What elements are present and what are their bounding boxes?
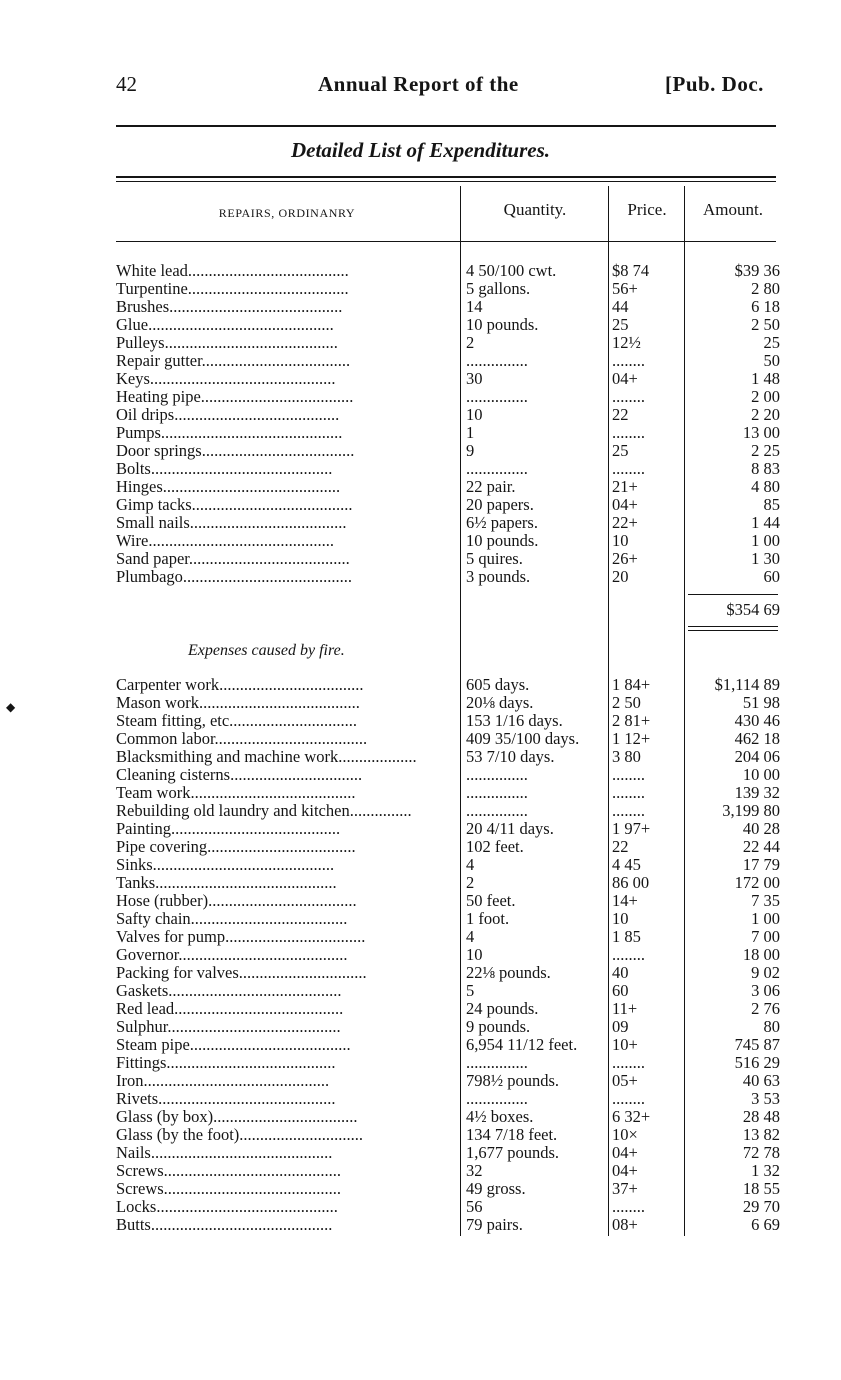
item-name: Small nails...................................... [116,514,347,532]
table-row [116,388,780,406]
price-cell: 6 32+ [612,1107,651,1126]
quantity-cell: 30 [466,369,483,388]
table-top-rule [116,176,776,178]
price-cell: 56+ [612,279,638,298]
quantity-cell: 53 7/10 days. [466,747,555,766]
table-row [116,874,780,892]
table-row [116,802,780,820]
amount-cell: 1 00 [751,909,780,928]
table-top-rule-2 [116,181,776,182]
price-cell: 86 00 [612,873,650,892]
item-name: Valves for pump.................................. [116,928,366,946]
quantity-cell: 20 4/11 days. [466,819,554,838]
price-cell: 04+ [612,369,638,388]
quantity-cell: 9 [466,441,475,460]
price-cell: ........ [612,1197,645,1216]
item-name: Team work........................................ [116,784,356,802]
table-row [116,442,780,460]
item-name: Hose (rubber).................................... [116,892,357,910]
item-name: Blacksmithing and machine work................... [116,748,417,766]
price-cell: 3 80 [612,747,641,766]
price-cell: 08+ [612,1215,638,1234]
amount-cell: 22 44 [742,837,780,856]
quantity-cell: 134 7/18 feet. [466,1125,558,1144]
item-name: Glue............................................. [116,316,334,334]
item-name: Pipe covering.................................... [116,838,356,856]
item-name: Rivets........................................... [116,1090,336,1108]
table-row [116,748,780,766]
item-name: Iron............................................. [116,1072,330,1090]
price-cell: 10 [612,531,629,550]
amount-cell: 40 28 [742,819,780,838]
table-row [116,316,780,334]
amount-cell: 1 44 [751,513,780,532]
amount-cell: 51 98 [742,693,780,712]
margin-mark: ◆ [6,700,16,714]
price-cell: 22+ [612,513,638,532]
amount-cell: 1 48 [751,369,780,388]
price-cell: ........ [612,1089,645,1108]
price-cell: 22 [612,405,629,424]
item-name: Keys............................................. [116,370,336,388]
table-row [116,262,780,280]
running-title: Annual Report of the [318,72,519,96]
quantity-cell: 56 [466,1197,483,1216]
quantity-cell: 5 gallons. [466,279,531,298]
price-cell: 1 97+ [612,819,651,838]
quantity-cell: 49 gross. [466,1179,526,1198]
amount-cell: 2 80 [751,279,780,298]
table-row [116,1018,780,1036]
amount-cell: 17 79 [742,855,780,874]
amount-cell: 18 55 [742,1179,780,1198]
table-row [116,1090,780,1108]
quantity-cell: 24 pounds. [466,999,539,1018]
price-cell: 04+ [612,495,638,514]
item-name: Bolts............................................ [116,460,333,478]
quantity-cell: ............... [466,459,528,478]
amount-cell: 1 30 [751,549,780,568]
price-cell: 4 45 [612,855,641,874]
item-name: Glass (by the foot).............................. [116,1126,364,1144]
table-row [116,766,780,784]
table-row [116,334,780,352]
price-cell: 09 [612,1017,629,1036]
amount-cell: 29 70 [742,1197,780,1216]
amount-cell: 4 80 [751,477,780,496]
amount-cell: 516 29 [734,1053,780,1072]
table-row [116,532,780,550]
amount-cell: $1,114 89 [714,675,780,694]
table-row [116,424,780,442]
item-name: Fittings......................................... [116,1054,336,1072]
page-number: 42 [116,72,137,96]
item-name: Steam pipe....................................... [116,1036,351,1054]
amount-cell: 2 25 [751,441,780,460]
item-name: Painting......................................... [116,820,341,838]
quantity-cell: 79 pairs. [466,1215,523,1234]
header-rule [116,125,776,127]
quantity-cell: 1,677 pounds. [466,1143,560,1162]
item-name: Hinges........................................... [116,478,341,496]
item-name: Gaskets.......................................... [116,982,342,1000]
price-cell: ........ [612,351,645,370]
table-row [116,568,780,586]
table-row [116,730,780,748]
quantity-cell: 6,954 11/12 feet. [466,1035,578,1054]
price-cell: 44 [612,297,629,316]
price-cell: 12½ [612,333,641,352]
amount-cell: $39 36 [734,261,780,280]
amount-cell: 3 53 [751,1089,780,1108]
price-cell: 22 [612,837,629,856]
fire-section-heading: Expenses caused by fire. [188,642,345,659]
price-cell: 21+ [612,477,638,496]
amount-cell: 6 69 [751,1215,780,1234]
amount-cell: 1 00 [751,531,780,550]
amount-cell: 2 00 [751,387,780,406]
price-cell: ........ [612,945,645,964]
amount-cell: 80 [763,1017,780,1036]
price-cell: 26+ [612,549,638,568]
table-row [116,784,780,802]
price-cell: ........ [612,765,645,784]
quantity-cell: 5 [466,981,475,1000]
quantity-cell: 605 days. [466,675,530,694]
table-row [116,514,780,532]
quantity-cell: 32 [466,1161,483,1180]
quantity-cell: 22⅛ pounds. [466,963,551,982]
quantity-cell: 6½ papers. [466,513,538,532]
table-row [116,1144,780,1162]
price-cell: 25 [612,441,629,460]
item-name: Pumps............................................ [116,424,343,442]
item-name: White lead....................................... [116,262,349,280]
table-row [116,928,780,946]
amount-cell: 9 02 [751,963,780,982]
quantity-cell: 798½ pounds. [466,1071,560,1090]
table-row [116,946,780,964]
repairs-table [116,262,780,586]
quantity-cell: 5 quires. [466,549,523,568]
quantity-cell: ............... [466,387,528,406]
price-cell: 10× [612,1125,638,1144]
quantity-cell: 2 [466,873,475,892]
header-bottom-rule [116,241,776,242]
amount-cell: 72 78 [742,1143,780,1162]
item-name: Heating pipe..................................... [116,388,354,406]
item-name: Gimp tacks....................................... [116,496,353,514]
item-name: Governor......................................... [116,946,348,964]
item-name: Locks............................................ [116,1198,338,1216]
item-name: Safty chain...................................... [116,910,348,928]
price-cell: 2 81+ [612,711,651,730]
price-cell: 1 85 [612,927,641,946]
price-cell: 20 [612,567,629,586]
price-cell: 40 [612,963,629,982]
amount-cell: 2 76 [751,999,780,1018]
item-name: Screws........................................... [116,1162,342,1180]
table-row [116,712,780,730]
table-row [116,1180,780,1198]
quantity-cell: ............... [466,1053,528,1072]
quantity-cell: ............... [466,765,528,784]
item-name: Brushes.......................................... [116,298,343,316]
quantity-cell: 20 papers. [466,495,534,514]
page-title: Detailed List of Expenditures. [291,138,550,162]
item-name: Butts............................................ [116,1216,333,1234]
quantity-cell: 102 feet. [466,837,524,856]
table-row [116,478,780,496]
section-header: REPAIRS, ORDINANRY [218,206,356,220]
amount-cell: 2 50 [751,315,780,334]
item-name: Cleaning cisterns................................ [116,766,363,784]
amount-cell: 8 83 [751,459,780,478]
amount-cell: 6 18 [751,297,780,316]
item-name: Pulleys.......................................... [116,334,338,352]
amount-cell: 7 00 [751,927,780,946]
table-row [116,460,780,478]
table-row [116,1054,780,1072]
amount-cell: 25 [763,333,780,352]
price-cell: $8 74 [612,261,650,280]
subtotal-bottom-rule [688,626,778,627]
quantity-cell: 10 pounds. [466,531,539,550]
amount-cell: 7 35 [751,891,780,910]
item-name: Sulphur.......................................... [116,1018,341,1036]
quantity-cell: 20⅛ days. [466,693,534,712]
quantity-cell: 14 [466,297,483,316]
item-name: Glass (by box)................................... [116,1108,358,1126]
table-row [116,496,780,514]
quantity-cell: ............... [466,1089,528,1108]
quantity-cell: 50 feet. [466,891,516,910]
quantity-cell: ............... [466,351,528,370]
amount-cell: 462 18 [734,729,780,748]
price-cell: 11+ [612,999,638,1018]
pub-doc-label: [Pub. Doc. [665,72,764,96]
price-cell: 37+ [612,1179,638,1198]
quantity-cell: ............... [466,783,528,802]
table-row [116,982,780,1000]
amount-cell: 18 00 [742,945,780,964]
price-cell: 1 84+ [612,675,651,694]
price-cell: 05+ [612,1071,638,1090]
item-name: Sand paper....................................... [116,550,350,568]
amount-cell: 3 06 [751,981,780,1000]
item-name: Plumbago......................................... [116,568,353,586]
repairs-subtotal: $354 69 [726,600,780,619]
table-row [116,856,780,874]
price-cell: ........ [612,387,645,406]
table-row [116,1108,780,1126]
table-row [116,1126,780,1144]
quantity-cell: 22 pair. [466,477,516,496]
table-row [116,676,780,694]
price-cell: 04+ [612,1143,638,1162]
item-name: Door springs..................................... [116,442,355,460]
price-cell: 60 [612,981,629,1000]
item-name: Mason work....................................... [116,694,360,712]
table-row [116,1036,780,1054]
amount-cell: 2 20 [751,405,780,424]
table-row [116,910,780,928]
amount-cell: 3,199 80 [722,801,780,820]
item-name: Oil drips........................................ [116,406,340,424]
amount-cell: 60 [763,567,780,586]
amount-cell: 430 46 [734,711,780,730]
quantity-cell: 4 50/100 cwt. [466,261,557,280]
quantity-cell: 1 [466,423,475,442]
item-name: Red lead......................................... [116,1000,344,1018]
table-row [116,1072,780,1090]
amount-cell: 139 32 [734,783,780,802]
item-name: Screws........................................... [116,1180,342,1198]
amount-cell: 745 87 [734,1035,780,1054]
quantity-cell: 4 [466,927,475,946]
table-row [116,1162,780,1180]
table-row [116,280,780,298]
amount-cell: 10 00 [742,765,780,784]
amount-cell: 204 06 [734,747,780,766]
subtotal-top-rule [688,594,778,595]
quantity-cell: 9 pounds. [466,1017,531,1036]
price-cell: 25 [612,315,629,334]
quantity-cell: 3 pounds. [466,567,531,586]
fire-table [116,676,780,1234]
price-cell: 10+ [612,1035,638,1054]
item-name: Steam fitting, etc............................... [116,712,358,730]
item-name: Nails............................................ [116,1144,333,1162]
quantity-cell: 2 [466,333,475,352]
amount-cell: 85 [763,495,780,514]
price-cell: 1 12+ [612,729,651,748]
quantity-cell: 4 [466,855,475,874]
price-cell: 14+ [612,891,638,910]
item-name: Common labor..................................... [116,730,368,748]
price-cell: 10 [612,909,629,928]
table-row [116,352,780,370]
amount-header: Amount. [703,200,763,219]
quantity-cell: 153 1/16 days. [466,711,563,730]
item-name: Repair gutter.................................... [116,352,351,370]
quantity-cell: 10 [466,405,483,424]
price-cell: ........ [612,783,645,802]
price-cell: ........ [612,1053,645,1072]
price-cell: ........ [612,801,645,820]
amount-cell: 28 48 [742,1107,780,1126]
item-name: Rebuilding old laundry and kitchen............... [116,802,412,820]
item-name: Turpentine....................................... [116,280,349,298]
table-row [116,820,780,838]
price-cell: ........ [612,423,645,442]
quantity-cell: 10 pounds. [466,315,539,334]
table-row [116,892,780,910]
table-row [116,838,780,856]
quantity-header: Quantity. [503,200,567,219]
table-row [116,1216,780,1234]
price-cell: 04+ [612,1161,638,1180]
amount-cell: 13 82 [742,1125,780,1144]
item-name: Tanks............................................ [116,874,337,892]
price-header: Price. [627,200,667,219]
table-row [116,550,780,568]
item-name: Packing for valves............................... [116,964,367,982]
table-row [116,694,780,712]
amount-cell: 172 00 [734,873,780,892]
subtotal-bottom-rule-2 [688,630,778,631]
table-row [116,406,780,424]
table-row [116,370,780,388]
item-name: Sinks............................................ [116,856,335,874]
table-row [116,1198,780,1216]
amount-cell: 1 32 [751,1161,780,1180]
item-name: Wire............................................. [116,532,334,550]
price-cell: ........ [612,459,645,478]
quantity-cell: 10 [466,945,483,964]
amount-cell: 50 [763,351,780,370]
table-row [116,964,780,982]
quantity-cell: 409 35/100 days. [466,729,580,748]
table-row [116,1000,780,1018]
table-row [116,298,780,316]
quantity-cell: ............... [466,801,528,820]
item-name: Carpenter work................................... [116,676,364,694]
amount-cell: 40 63 [742,1071,780,1090]
quantity-cell: 1 foot. [466,909,510,928]
price-cell: 2 50 [612,693,641,712]
quantity-cell: 4½ boxes. [466,1107,534,1126]
amount-cell: 13 00 [742,423,780,442]
